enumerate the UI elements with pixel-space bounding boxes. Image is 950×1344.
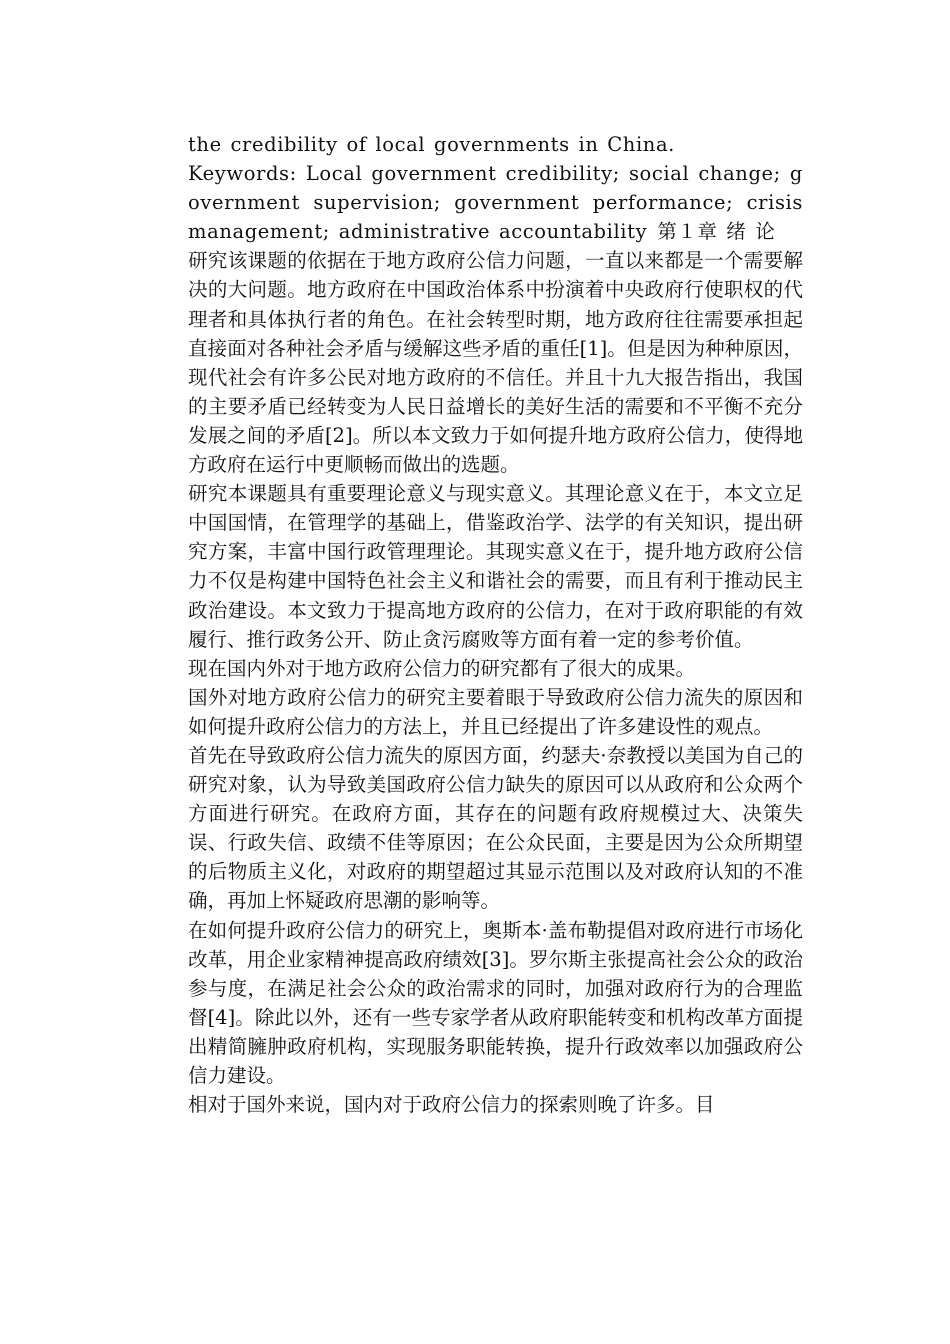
keywords-text: Keywords: Local government credibility; social change; government supervision; government performance; crisis management; administrative accountability xyxy=(188,162,803,244)
keywords-paragraph xyxy=(188,159,803,246)
body-paragraph-4: 国外对地方政府公信力的研究主要着眼于导致政府公信力流失的原因和如何提升政府公信力的方法上，并且已经提出了许多建设性的观点。 xyxy=(188,685,803,738)
body-paragraph-6: 在如何提升政府公信力的研究上，奥斯本·盖布勒提倡对政府进行市场化改革，用企业家精神提高政府绩效[3]。罗尔斯主张提高社会公众的政治参与度，在满足社会公众的政治需求的同时，加强对政府行为的合理监督[4]。除此以外，还有一些专家学者从政府职能转变和机构改革方面提出精简臃肿政府机构，实现服务职能转换，提升行政效率以加强政府公信力建设。 xyxy=(188,918,803,1087)
body-paragraph-3: 现在国内外对于地方政府公信力的研究都有了很大的成果。 xyxy=(188,656,696,680)
body-paragraph-7: 相对于国外来说，国内对于政府公信力的探索则晚了许多。目 xyxy=(188,1093,715,1117)
body-paragraph-5: 首先在导致政府公信力流失的原因方面，约瑟夫·奈教授以美国为自己的研究对象，认为导致美国政府公信力缺失的原因可以从政府和公众两个方面进行研究。在政府方面，其存在的问题有政府规模过大、决策失误、行政失信、政绩不佳等原因；在公众民面，主要是因为公众所期望的后物质主义化，对政府的期望超过其显示范围以及对政府认知的不准确，再加上怀疑政府思潮的影响等。 xyxy=(188,743,803,913)
body-paragraph-1: 研究该课题的依据在于地方政府公信力问题，一直以来都是一个需要解决的大问题。地方政府在中国政治体系中扮演着中央政府行使职权的代理者和具体执行者的角色。在社会转型时期，地方政府往往需要承担起直接面对各种社会矛盾与缓解这些矛盾的重任[1]。但是因为种种原因，现代社会有许多公民对地方政府的不信任。并且十九大报告指出，我国的主要矛盾已经转变为人民日益增长的美好生活的需要和不平衡不充分发展之间的矛盾[2]。所以本文致力于如何提升地方政府公信力，使得地方政府在运行中更顺畅而做出的选题。 xyxy=(188,249,803,477)
abstract-last-line: the credibility of local governments in China. xyxy=(188,133,675,156)
body-paragraph-2: 研究本课题具有重要理论意义与现实意义。其理论意义在于，本文立足中国国情，在管理学的基础上，借鉴政治学、法学的有关知识，提出研究方案，丰富中国行政管理理论。其现实意义在于，提升地方政府公信力不仅是构建中国特色社会主义和谐社会的需要，而且有利于推动民主政治建设。本文致力于提高地方政府的公信力，在对于政府职能的有效履行、推行政务公开、防止贪污腐败等方面有着一定的参考价值。 xyxy=(188,482,803,651)
chapter-heading: 第１章 绪 论 xyxy=(657,220,776,244)
document-page xyxy=(188,130,803,1119)
